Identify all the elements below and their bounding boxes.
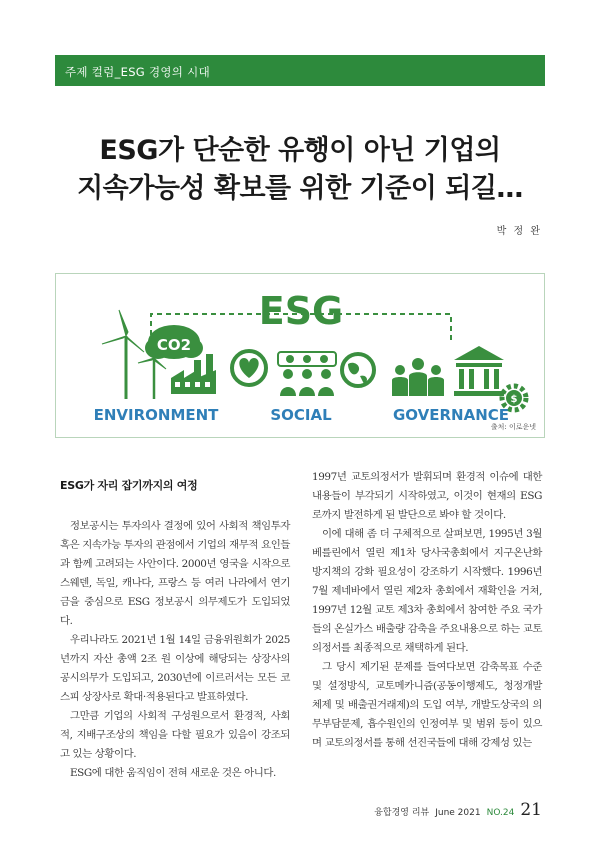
factory-icon xyxy=(171,354,216,394)
body-paragraph: 정보공시는 투자의사 결정에 있어 사회적 책임투자 혹은 지속가능 투자의 관점에서 기업의 재무적 요인들과 함께 고려되는 사안이다. 2000년 영국을 시작으로 스웨덴, 독일, 캐나다, 프랑스 등 여러 나라에서 연기금을 중심으로 ESG 정보공시 의무제도가 도입되었다. xyxy=(60,520,290,627)
bank-building-icon xyxy=(454,346,504,396)
issue-date: June 2021 xyxy=(435,808,481,818)
governance-label: GOVERNANCE xyxy=(392,406,510,424)
author-name: 박 정 완 xyxy=(496,226,542,237)
svg-text:$: $ xyxy=(510,394,518,405)
body-paragraph: 그만큼 기업의 사회적 구성원으로서 환경적, 사회적, 지배구조상의 책임을 다할 필요가 있음이 강조되고 있는 상황이다. xyxy=(60,710,290,760)
body-paragraph: 우리나라도 2021년 1월 14일 금융위원회가 2025년까지 자산 총액 2조 원 이상에 해당되는 상장사의 공시의무가 도입되고, 2030년에 이르러서는 모든 코스피 상장사로 확대·적용된다고 발표하였다. xyxy=(60,634,290,703)
social-label: SOCIAL xyxy=(270,406,332,424)
body-paragraph: 그 당시 제기된 문제를 들여다보면 감축목표 수준 및 설정방식, 교토메카니즘(공동이행제도, 청정개발체제 및 배출권거래제)의 도입 여부, 개발도상국의 의무부담문제, 흡수원인의 인정여부 및 범위 등이 있으며 교토의정서를 통해 선진국들에 대해 강제성 있는 xyxy=(312,661,542,749)
title-line-2: 지속가능성 확보를 위한 기준이 되길… xyxy=(77,173,523,204)
figure-credit: 출처: 이로운넷 xyxy=(490,423,536,431)
category-label: 주제 컬럼_ESG 경영의 시대 xyxy=(65,65,210,79)
body-paragraph: ESG에 대한 움직임이 전혀 새로운 것은 아니다. xyxy=(70,767,276,779)
heart-hands-icon xyxy=(232,351,266,385)
section-subheading: ESG가 자리 잡기까지의 여정 xyxy=(60,479,198,492)
body-paragraph: 이에 대해 좀 더 구체적으로 살펴보면, 1995년 3월 베를린에서 열린 제1차 당사국총회에서 지구온난화 방지책의 강화 필요성이 강조하기 시작했다. 1996년 7월 제네바에서 열린 제2차 총회에서 재확인을 거쳐, 1997년 12월 교토 제3차 총회에서 참여한 주요 국가들의 온실가스 배출량 감축을 주요내용으로 하는 교토의정서를 최종적으로 채택하게 된다. xyxy=(312,528,542,654)
body-column-left xyxy=(60,462,290,783)
issue-number: NO.24 xyxy=(486,808,515,818)
page-footer xyxy=(374,800,542,820)
governance-people-icon xyxy=(392,358,444,396)
magazine-name: 융합경영 리뷰 xyxy=(374,808,430,818)
environment-label: ENVIRONMENT xyxy=(93,406,219,424)
globe-icon xyxy=(342,354,374,386)
co2-cloud-icon xyxy=(145,325,203,359)
esg-center-label: ESG xyxy=(258,289,344,333)
article-title xyxy=(55,132,545,208)
esg-illustration xyxy=(56,274,546,439)
co2-label: CO2 xyxy=(156,336,192,354)
body-column-right xyxy=(312,468,542,753)
page-number: 21 xyxy=(520,800,542,820)
body-paragraph: 1997년 교토의정서가 발휘되며 환경적 이슈에 대한 내용들이 부각되기 시작하였고, 이것이 현재의 ESG로까지 발전하게 된 발단으로 봐야 할 것이다. xyxy=(312,471,542,521)
people-group-icon xyxy=(278,352,336,396)
category-bar xyxy=(55,55,545,86)
title-line-1: ESG가 단순한 유행이 아닌 기업의 xyxy=(99,135,501,166)
esg-figure xyxy=(55,273,545,438)
